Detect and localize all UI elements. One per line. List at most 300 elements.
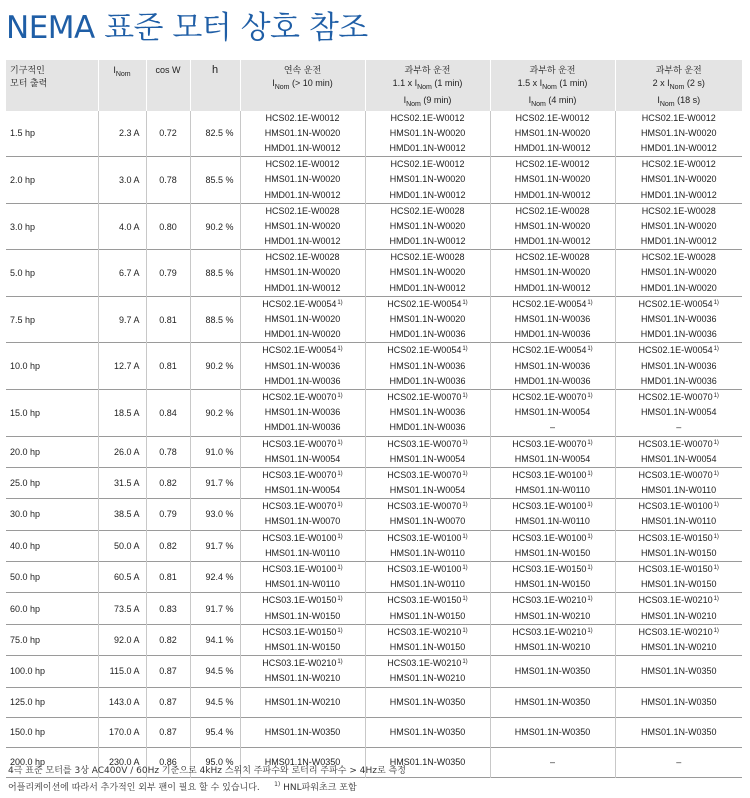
drive-combination-cell [490, 250, 615, 297]
drive-component [491, 664, 615, 678]
drive-component [616, 562, 743, 577]
drive-component-code: HMS01.1N-W0350 [389, 697, 466, 708]
drive-component-code: HMS01.1N-W0350 [514, 666, 591, 677]
drive-component-code: HMS01.1N-W0020 [264, 220, 341, 231]
drive-component [366, 204, 490, 219]
page-title: NEMA 표준 모터 상호 참조 [6, 10, 368, 46]
drive-component [491, 312, 615, 327]
drive-component-code: HCS03.1E-W0210 [387, 658, 462, 669]
drive-component [616, 188, 743, 203]
nominal-current-cell: 230.0 A [98, 747, 146, 777]
drive-component [616, 695, 743, 709]
motor-output-cell: 5.0 hp [10, 268, 36, 279]
nominal-current-cell: 12.7 A [98, 343, 146, 390]
drive-component-code: HMS01.1N-W0070 [264, 516, 341, 527]
drive-component-code: HMS01.1N-W0054 [514, 453, 591, 464]
table-row [6, 530, 742, 561]
drive-component-code: HMS01.1N-W0110 [515, 485, 590, 496]
drive-component-code: HMS01.1N-W0054 [514, 407, 591, 418]
drive-component-code: HMS01.1N-W0150 [264, 610, 341, 621]
drive-component-code: HMS01.1N-W0020 [264, 127, 341, 138]
nominal-current-cell: 170.0 A [98, 717, 146, 747]
nominal-current-cell: 18.5 A [98, 389, 146, 436]
drive-component-code: HMS01.1N-W0110 [641, 485, 717, 496]
drive-combination-cell [615, 111, 742, 157]
efficiency-cell: 91.7 % [190, 467, 240, 498]
drive-component-code: HCS02.1E-W0070 [262, 391, 337, 402]
drive-component-code: HMS01.1N-W0020 [389, 220, 466, 231]
footnote-mark: 1) [713, 502, 719, 509]
footnote-mark: 1) [462, 659, 468, 666]
table-row [6, 717, 742, 747]
drive-component [366, 343, 490, 358]
efficiency-cell: 94.5 % [190, 656, 240, 687]
header-inom: $I_{Nom}$ [98, 60, 146, 111]
drive-component-code: HMD01.1N-W0020 [640, 282, 717, 293]
nominal-current-cell: 115.0 A [98, 656, 146, 687]
drive-component [366, 188, 490, 203]
header-motor-output: 기구적인 모터 출력 [6, 60, 98, 111]
drive-component [366, 234, 490, 249]
footnote-mark: 1) [587, 565, 593, 572]
drive-combination-cell [615, 436, 742, 467]
drive-component-code: HCS03.1E-W0150 [512, 564, 587, 575]
drive-component [366, 531, 490, 546]
efficiency-cell: 90.2 % [190, 389, 240, 436]
drive-component-code: HCS02.1E-W0054 [387, 298, 462, 309]
motor-output-cell: 150.0 hp [10, 727, 46, 738]
motor-output-cell: 7.5 hp [10, 314, 36, 325]
power-factor-cell: 0.72 [146, 111, 190, 157]
drive-component-code: HMD01.1N-W0036 [640, 375, 717, 386]
drive-component-code: HCS02.1E-W0054 [387, 345, 462, 356]
footnote-mark: 1) [587, 439, 593, 446]
drive-component-code: HMS01.1N-W0350 [389, 727, 466, 738]
drive-component-code: HMD01.1N-W0012 [514, 282, 591, 293]
drive-component-code: HCS03.1E-W0070 [512, 438, 587, 449]
drive-component-code: HMS01.1N-W0150 [514, 579, 591, 590]
nominal-current-cell: 31.5 A [98, 467, 146, 498]
drive-component [241, 111, 365, 126]
drive-component-code: HMD01.1N-W0012 [640, 189, 717, 200]
drive-component [616, 234, 743, 249]
drive-combination-cell [365, 562, 490, 593]
drive-combination-cell [615, 530, 742, 561]
drive-combination-cell [365, 717, 490, 747]
drive-component-code: HCS02.1E-W0070 [512, 391, 587, 402]
motor-cross-reference-table [6, 60, 742, 778]
drive-component [491, 483, 615, 498]
drive-component-code: HCS03.1E-W0100 [512, 469, 587, 480]
drive-combination-cell [365, 157, 490, 204]
drive-component [491, 755, 615, 769]
drive-component-code: HCS03.1E-W0210 [638, 595, 713, 606]
drive-component [616, 343, 743, 358]
drive-component-code: HCS02.1E-W0012 [265, 159, 340, 170]
drive-combination-cell [490, 343, 615, 390]
motor-output-cell: 25.0 hp [10, 478, 41, 489]
drive-component [616, 172, 743, 187]
drive-combination-cell [240, 717, 365, 747]
drive-component-code: HCS02.1E-W0028 [390, 205, 465, 216]
drive-combination-cell [615, 562, 742, 593]
footnote-mark: 1) [587, 470, 593, 477]
drive-combination-cell [365, 530, 490, 561]
drive-combination-cell [365, 467, 490, 498]
drive-component-code: HCS02.1E-W0028 [265, 205, 340, 216]
header-overload-3: 과부하 운전 2 x $I_{Nom}$ (2 s) $I_{Nom}$ (18 s) [615, 60, 742, 111]
drive-component [241, 420, 365, 435]
table-header-row [6, 60, 742, 111]
drive-component-code: HMS01.1N-W0110 [515, 516, 590, 527]
drive-component-code: HCS03.1E-W0150 [262, 595, 337, 606]
drive-component [241, 188, 365, 203]
drive-combination-cell [240, 111, 365, 157]
drive-component [241, 640, 365, 655]
footnote-mark: 1) [337, 565, 343, 572]
drive-component-code: HMS01.1N-W0070 [389, 516, 466, 527]
drive-component [491, 405, 615, 420]
drive-component-code: HMD01.1N-W0012 [389, 236, 466, 247]
nominal-current-cell: 9.7 A [98, 296, 146, 343]
drive-component-code: HCS03.1E-W0210 [262, 658, 337, 669]
drive-component-code: HMS01.1N-W0020 [514, 220, 591, 231]
drive-component-code: HMS01.1N-W0036 [514, 314, 591, 325]
drive-component [616, 664, 743, 678]
drive-component-code: – [549, 757, 555, 768]
nominal-current-cell: 143.0 A [98, 687, 146, 717]
drive-component-code: HCS02.1E-W0028 [265, 252, 340, 263]
drive-component [616, 327, 743, 342]
drive-component [241, 609, 365, 624]
drive-component-code: HMS01.1N-W0350 [640, 666, 717, 677]
drive-component-code: HMS01.1N-W0020 [389, 127, 466, 138]
drive-component-code: – [676, 757, 682, 768]
drive-component-code: HCS02.1E-W0054 [262, 345, 337, 356]
drive-component [616, 483, 743, 498]
drive-component-code: HMD01.1N-W0036 [264, 375, 341, 386]
motor-output-cell: 3.0 hp [10, 221, 36, 232]
drive-component-code: HCS02.1E-W0012 [515, 159, 590, 170]
drive-component [241, 656, 365, 671]
drive-component [491, 157, 615, 172]
table-row [6, 624, 742, 655]
drive-combination-cell [365, 624, 490, 655]
efficiency-cell: 88.5 % [190, 250, 240, 297]
drive-component [616, 297, 743, 312]
drive-combination-cell [490, 499, 615, 530]
drive-component [366, 219, 490, 234]
drive-component [241, 204, 365, 219]
power-factor-cell: 0.87 [146, 687, 190, 717]
header-continuous: 연속 운전 $I_{Nom}$ (> 10 min) [240, 60, 365, 111]
drive-component-code: HMS01.1N-W0110 [265, 579, 340, 590]
drive-component-code: HMS01.1N-W0350 [640, 727, 717, 738]
drive-component [241, 234, 365, 249]
table-row [6, 593, 742, 624]
drive-combination-cell [365, 656, 490, 687]
drive-component [616, 725, 743, 739]
drive-component-code: HMD01.1N-W0012 [264, 142, 341, 153]
drive-component-code: HCS02.1E-W0012 [390, 112, 465, 123]
drive-component-code: HMS01.1N-W0020 [264, 314, 341, 325]
drive-component [366, 640, 490, 655]
drive-component [366, 725, 490, 739]
drive-combination-cell [615, 624, 742, 655]
drive-component-code: HCS03.1E-W0150 [262, 626, 337, 637]
drive-combination-cell [615, 389, 742, 436]
drive-combination-cell [615, 467, 742, 498]
footnote-mark: 1) [337, 299, 343, 306]
drive-component [491, 281, 615, 296]
drive-component-code: HMD01.1N-W0012 [389, 142, 466, 153]
drive-component-code: HMS01.1N-W0036 [640, 314, 717, 325]
drive-component [366, 390, 490, 405]
motor-output-cell: 1.5 hp [10, 128, 36, 139]
drive-component-code: HMD01.1N-W0012 [640, 142, 717, 153]
drive-component-code: HMD01.1N-W0012 [264, 189, 341, 200]
drive-combination-cell [615, 296, 742, 343]
motor-output-cell: 75.0 hp [10, 634, 41, 645]
drive-combination-cell [490, 530, 615, 561]
drive-component [616, 111, 743, 126]
drive-component-code: HCS03.1E-W0150 [387, 595, 462, 606]
drive-component [366, 405, 490, 420]
drive-combination-cell [240, 687, 365, 717]
motor-output-cell: 2.0 hp [10, 174, 36, 185]
drive-component-code: HMD01.1N-W0012 [640, 236, 717, 247]
footnote-mark: 1) [337, 392, 343, 399]
drive-component [241, 250, 365, 265]
footnote-mark: 1) [337, 533, 343, 540]
efficiency-cell: 92.4 % [190, 562, 240, 593]
drive-combination-cell [365, 111, 490, 157]
drive-component [366, 437, 490, 452]
drive-component-code: HCS03.1E-W0210 [512, 626, 587, 637]
drive-component [616, 359, 743, 374]
nominal-current-cell: 6.7 A [98, 250, 146, 297]
motor-output-cell: 100.0 hp [10, 666, 46, 677]
drive-component-code: HCS02.1E-W0012 [641, 159, 716, 170]
drive-component-code: HMS01.1N-W0110 [390, 579, 465, 590]
drive-component [616, 390, 743, 405]
table-row [6, 203, 742, 250]
drive-component [366, 141, 490, 156]
table-row [6, 157, 742, 204]
footnote-mark: 1) [713, 299, 719, 306]
drive-component-code: HCS03.1E-W0100 [512, 532, 587, 543]
drive-combination-cell [240, 562, 365, 593]
drive-component [616, 609, 743, 624]
drive-component [366, 546, 490, 561]
motor-output-cell: 200.0 hp [10, 757, 46, 768]
footnote-mark: 1) [713, 346, 719, 353]
drive-component-code: HMS01.1N-W0210 [514, 641, 591, 652]
drive-combination-cell [240, 296, 365, 343]
footnote-mark: 1) [713, 533, 719, 540]
nominal-current-cell: 60.5 A [98, 562, 146, 593]
drive-component-code: HMS01.1N-W0210 [640, 610, 717, 621]
footnote-mark: 1) [587, 392, 593, 399]
drive-component-code: HMS01.1N-W0036 [640, 360, 717, 371]
drive-combination-cell [365, 436, 490, 467]
drive-component-code: HCS03.1E-W0100 [262, 532, 337, 543]
drive-component [491, 577, 615, 592]
drive-component [616, 219, 743, 234]
drive-component [491, 359, 615, 374]
drive-component [241, 437, 365, 452]
drive-component [491, 265, 615, 280]
drive-component [241, 265, 365, 280]
drive-component [491, 546, 615, 561]
drive-component [616, 250, 743, 265]
drive-combination-cell [490, 593, 615, 624]
drive-component-code: HCS02.1E-W0028 [515, 205, 590, 216]
drive-component [491, 327, 615, 342]
drive-component-code: HMS01.1N-W0020 [389, 174, 466, 185]
drive-component [241, 695, 365, 709]
drive-component [491, 234, 615, 249]
drive-combination-cell [490, 562, 615, 593]
drive-component-code: HMS01.1N-W0020 [640, 127, 717, 138]
drive-component-code: – [676, 422, 682, 433]
nominal-current-cell: 50.0 A [98, 530, 146, 561]
drive-component [616, 452, 743, 467]
drive-component-code: HMS01.1N-W0210 [389, 673, 466, 684]
drive-component-code: HCS03.1E-W0150 [638, 564, 713, 575]
table-row [6, 436, 742, 467]
drive-component [241, 172, 365, 187]
footnote-mark: 1) [462, 533, 468, 540]
table-row [6, 389, 742, 436]
drive-component-code: HMS01.1N-W0036 [264, 407, 341, 418]
drive-component [491, 390, 615, 405]
drive-component [491, 514, 615, 529]
drive-combination-cell [240, 389, 365, 436]
drive-combination-cell [615, 747, 742, 777]
footnote-mark: 1) [462, 346, 468, 353]
drive-component [491, 219, 615, 234]
drive-component [366, 625, 490, 640]
drive-component-code: HCS03.1E-W0070 [387, 438, 462, 449]
drive-component [241, 625, 365, 640]
drive-combination-cell [365, 343, 490, 390]
drive-component [241, 405, 365, 420]
drive-component [491, 343, 615, 358]
drive-component [366, 312, 490, 327]
drive-component-code: HMS01.1N-W0150 [389, 641, 466, 652]
drive-component-code: HMS01.1N-W0210 [264, 673, 341, 684]
nominal-current-cell: 2.3 A [98, 111, 146, 157]
drive-component [616, 204, 743, 219]
drive-component [366, 250, 490, 265]
drive-component [616, 437, 743, 452]
drive-component-code: HMS01.1N-W0020 [640, 174, 717, 185]
footnote-mark: 1) [587, 502, 593, 509]
drive-component-code: HCS02.1E-W0070 [387, 391, 462, 402]
footnote-mark: 1) [587, 346, 593, 353]
nominal-current-cell: 38.5 A [98, 499, 146, 530]
motor-output-cell: 15.0 hp [10, 407, 41, 418]
drive-component [366, 609, 490, 624]
drive-component-code: HCS03.1E-W0100 [387, 532, 462, 543]
power-factor-cell: 0.78 [146, 157, 190, 204]
footnote-mark: 1) [337, 596, 343, 603]
drive-component [616, 265, 743, 280]
drive-combination-cell [490, 157, 615, 204]
drive-component [241, 359, 365, 374]
drive-component [616, 593, 743, 608]
motor-output-cell: 50.0 hp [10, 572, 41, 583]
drive-component-code: HMD01.1N-W0036 [264, 422, 341, 433]
footnote-mark: 1) [462, 392, 468, 399]
drive-component-code: HCS03.1E-W0070 [638, 438, 713, 449]
drive-component-code: HCS02.1E-W0028 [515, 252, 590, 263]
drive-component [241, 671, 365, 686]
footnote-mark: 1) [587, 299, 593, 306]
drive-component [241, 374, 365, 389]
drive-component-code: HMS01.1N-W0150 [514, 547, 591, 558]
drive-component [241, 483, 365, 498]
drive-component [491, 437, 615, 452]
header-overload-2: 과부하 운전 1.5 x $I_{Nom}$ (1 min) $I_{Nom}$ (4 min) [490, 60, 615, 111]
drive-combination-cell [240, 436, 365, 467]
drive-combination-cell [615, 157, 742, 204]
drive-combination-cell [615, 687, 742, 717]
drive-component [241, 725, 365, 739]
drive-combination-cell [490, 656, 615, 687]
drive-combination-cell [365, 389, 490, 436]
drive-component [366, 297, 490, 312]
header-overload-1: 과부하 운전 1.1 x $I_{Nom}$ (1 min) $I_{Nom}$ (9 min) [365, 60, 490, 111]
drive-component [366, 562, 490, 577]
drive-combination-cell [240, 624, 365, 655]
drive-component-code: HMD01.1N-W0012 [264, 282, 341, 293]
power-factor-cell: 0.82 [146, 624, 190, 655]
power-factor-cell: 0.79 [146, 250, 190, 297]
drive-component [491, 111, 615, 126]
power-factor-cell: 0.84 [146, 389, 190, 436]
drive-combination-cell [240, 250, 365, 297]
drive-combination-cell [240, 203, 365, 250]
drive-component-code: HMS01.1N-W0020 [514, 127, 591, 138]
drive-component-code: HMS01.1N-W0350 [264, 757, 341, 768]
drive-component-code: HMS01.1N-W0054 [264, 485, 341, 496]
drive-component-code: HCS03.1E-W0070 [387, 469, 462, 480]
drive-component [241, 219, 365, 234]
drive-component [616, 531, 743, 546]
drive-combination-cell [615, 717, 742, 747]
footnote-mark: 1) [462, 565, 468, 572]
drive-component-code: HMD01.1N-W0012 [389, 189, 466, 200]
drive-component [366, 468, 490, 483]
table-row [6, 562, 742, 593]
power-factor-cell: 0.86 [146, 747, 190, 777]
footnote-mark: 1) [713, 439, 719, 446]
drive-component-code: HCS02.1E-W0028 [390, 252, 465, 263]
drive-component-code: HMD01.1N-W0036 [389, 375, 466, 386]
drive-component-code: HCS02.1E-W0012 [515, 112, 590, 123]
drive-component [366, 452, 490, 467]
drive-component [491, 172, 615, 187]
efficiency-cell: 90.2 % [190, 203, 240, 250]
header-efficiency: h [190, 60, 240, 111]
drive-component-code: HMS01.1N-W0054 [389, 485, 466, 496]
nominal-current-cell: 26.0 A [98, 436, 146, 467]
drive-component-code: HMS01.1N-W0054 [264, 453, 341, 464]
table-row [6, 250, 742, 297]
drive-component [366, 126, 490, 141]
